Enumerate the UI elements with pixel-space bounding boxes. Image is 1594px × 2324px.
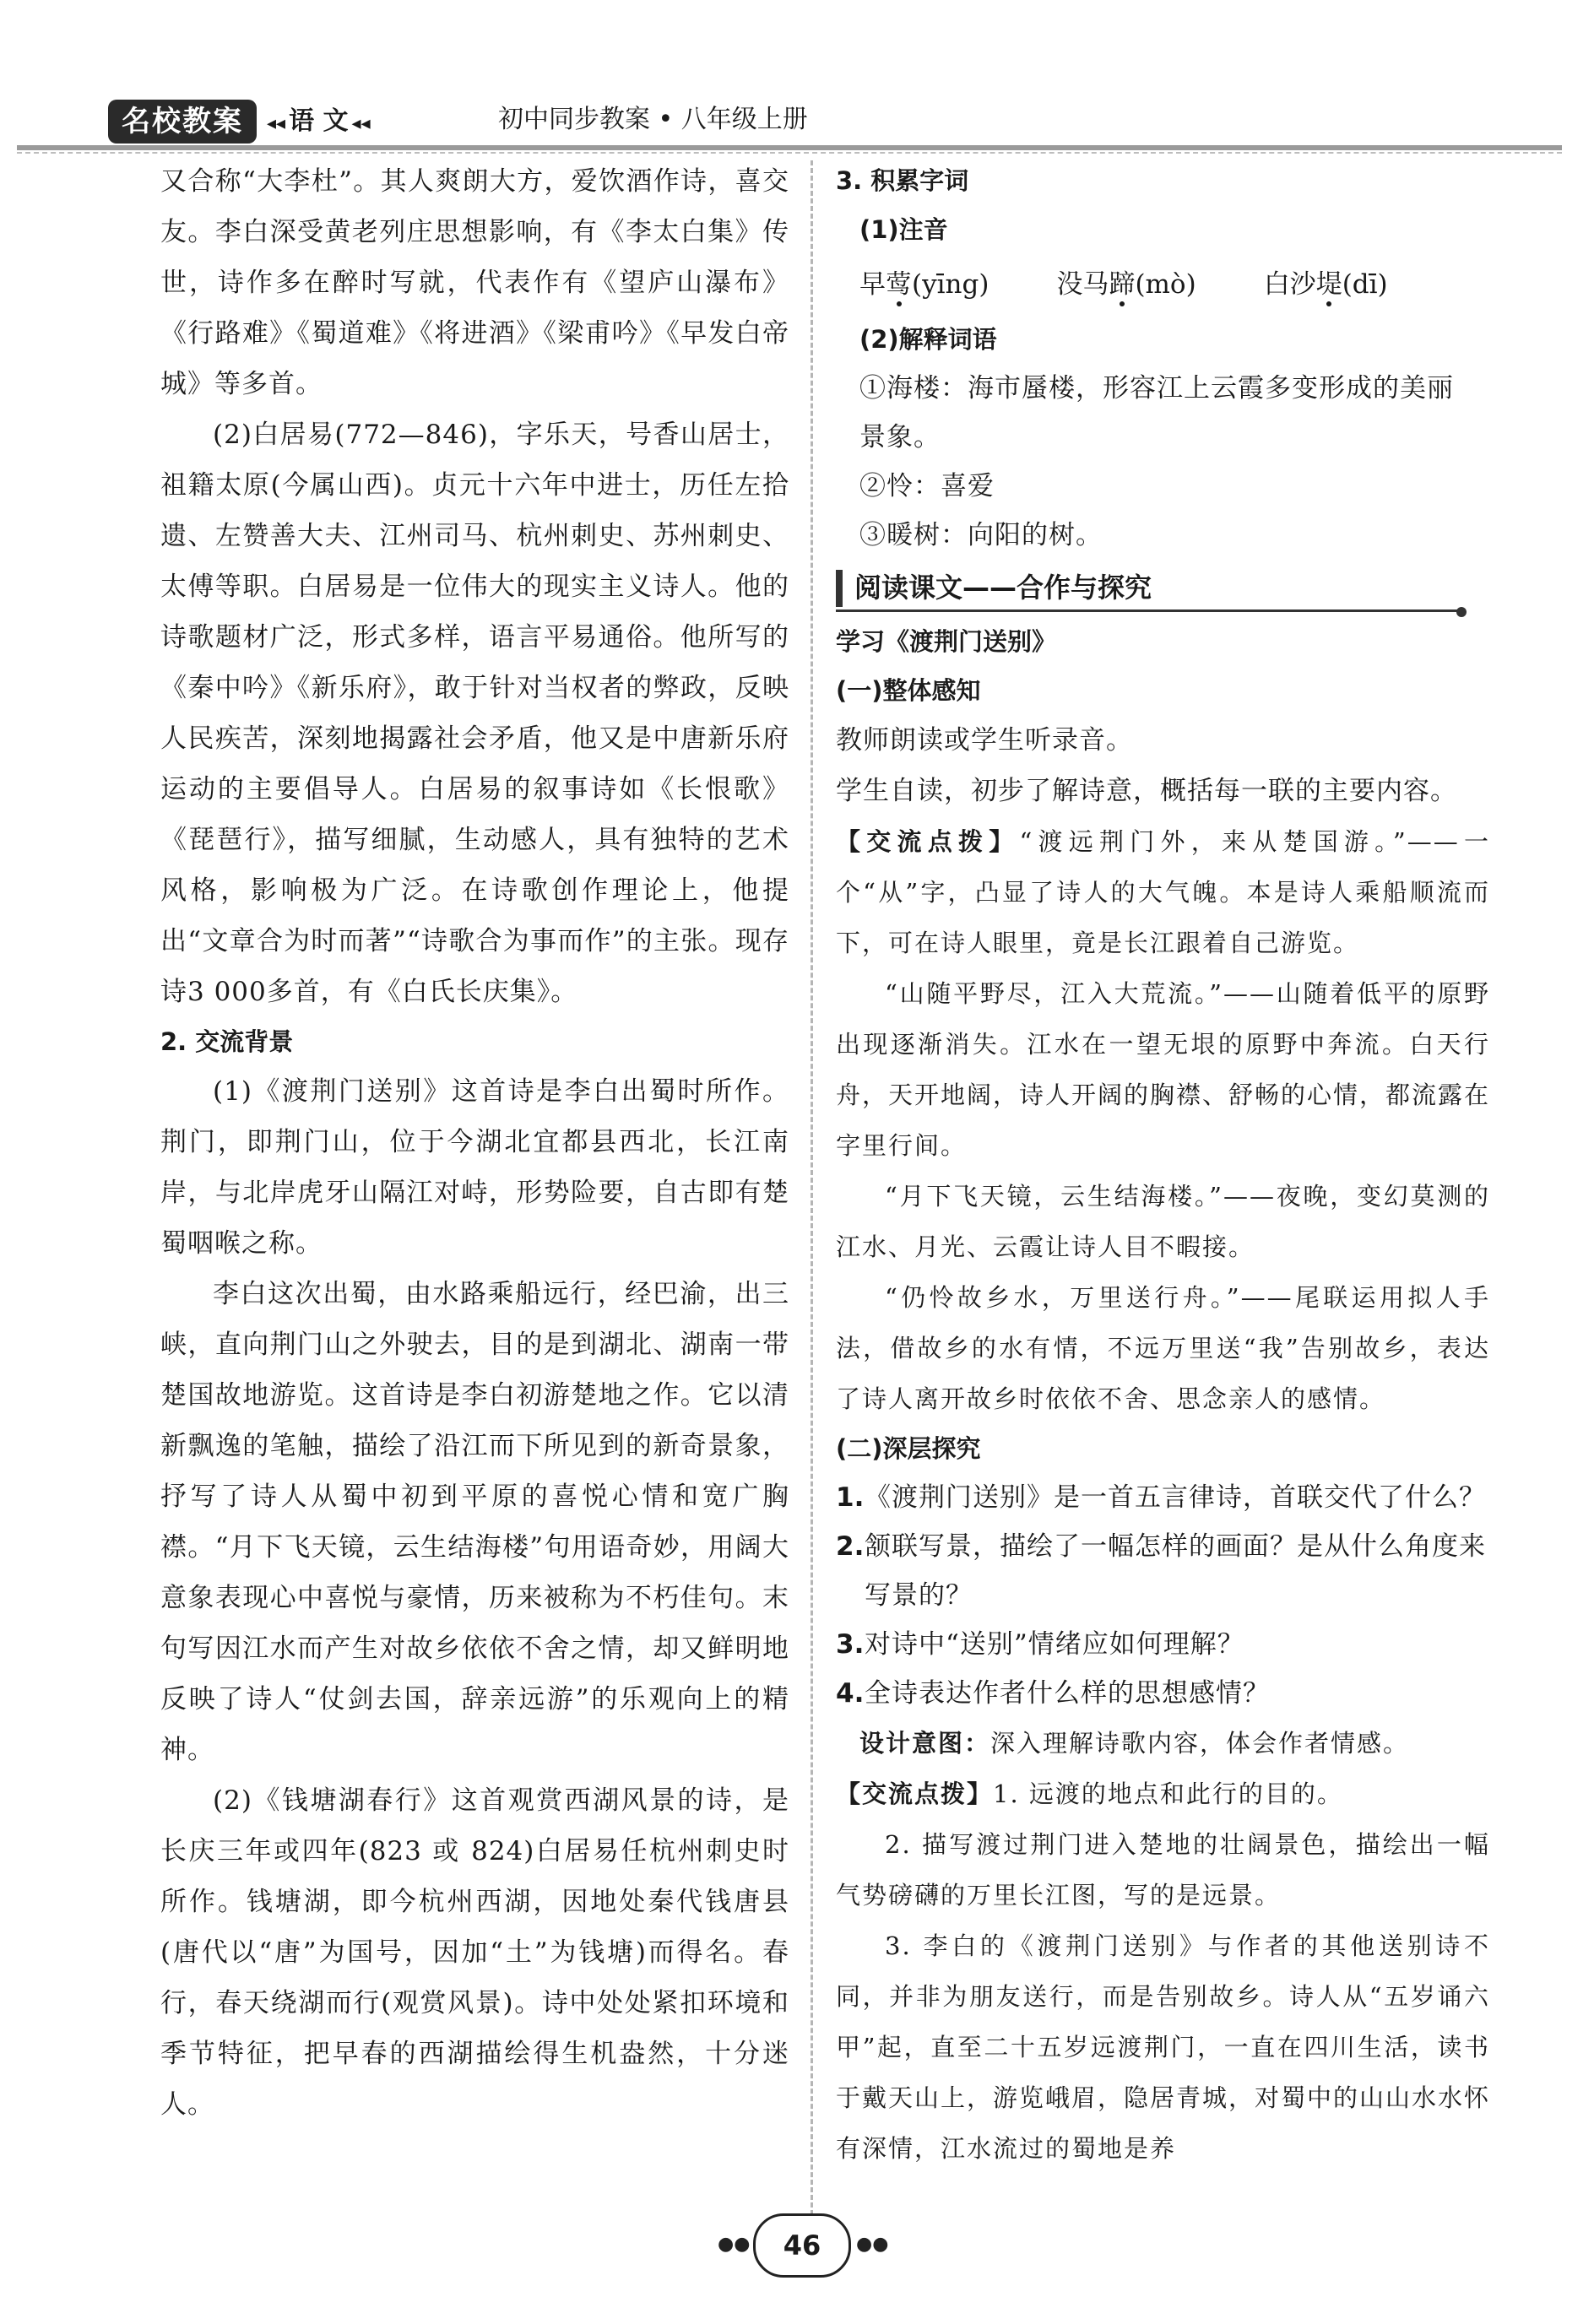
pronunciation-item: 早莺(yīng) [859, 269, 989, 300]
subject-text: 语 文 [289, 106, 349, 136]
brand-logo: 名校教案 [108, 100, 257, 144]
footer-dots-icon: ●● [856, 2234, 889, 2255]
answer-point: 3. 李白的《渡荆门送别》与作者的其他送别诗不同，并非为朋友送行，而是告别故乡。诗人从“五岁诵六甲”起，直至二十五岁远渡荆门，一直在四川生活，读书于戴天山上，游览峨眉，隐居青城，对蜀中的山山水水怀有深情，江水流过的蜀地是养 [836, 1931, 1491, 2163]
page-header [0, 0, 1594, 152]
answer-point: 2. 描写渡过荆门进入楚地的壮阔景色，描绘出一幅气势磅礴的万里长江图，写的是远景。 [836, 1830, 1490, 1910]
pronunciation-item: 没马蹄(mò) [1056, 269, 1196, 300]
banner-bar-icon [836, 570, 843, 607]
banner-rule [836, 609, 1461, 612]
definition-item: ③暖树：向阳的树。 [859, 520, 1103, 550]
right-column [836, 156, 1490, 2174]
arrow-right-icon: ◂◂ [351, 113, 371, 134]
section-heading-background: 2. 交流背景 [160, 1027, 294, 1056]
discussion-point: “仍怜故乡水，万里送行舟。”——尾联运用拟人手法，借故乡的水有情，不远万里送“我”告别故乡，表达了诗人离开故乡时依依不舍、思念亲人的感情。 [836, 1283, 1490, 1413]
study-title: 学习《渡荆门送别》 [836, 627, 1057, 656]
definition-item: ②怜：喜爱 [859, 471, 995, 501]
paragraph-jingmen-background: (1)《渡荆门送别》这首诗是李白出蜀时所作。荆门，即荆门山，位于今湖北宜都县西北，长江南岸，与北岸虎牙山隔江对峙，形势险要，自古即有楚蜀咽喉之称。 [160, 1076, 789, 1259]
design-intent: 设计意图：深入理解诗歌内容，体会作者情感。 [859, 1729, 1410, 1758]
discussion-point: “月下飞天镜，云生结海楼。”——夜晚，变幻莫测的江水、月光、云霞让诗人目不暇接。 [836, 1182, 1490, 1261]
emphasis-dot-char: 堤 [1315, 269, 1342, 300]
banner-dot-icon [1456, 607, 1467, 617]
column-divider [811, 160, 813, 2245]
page-footer [0, 2195, 1594, 2296]
instruction-line: 学生自读，初步了解诗意，概括每一联的主要内容。 [836, 776, 1457, 806]
answer-point: 【交流点拨】1. 远渡的地点和此行的目的。 [836, 1780, 1343, 1808]
emphasis-dot-char: 莺 [886, 269, 912, 300]
pronunciation-item: 白沙堤(dī) [1263, 269, 1388, 300]
subject-label [263, 103, 374, 140]
question-item: 3. 对诗中“送别”情绪应如何理解？ [836, 1629, 1244, 1660]
paragraph-li-bai-cont: 又合称“大李杜”。其人爽朗大方，爱饮酒作诗，喜交友。李白深受黄老列庄思想影响，有《李太白集》传世，诗作多在醉时写就，代表作有《望庐山瀑布》《行路难》《蜀道难》《将进酒》《梁甫吟》《早发白帝城》等多首。 [160, 166, 789, 399]
banner-title: 阅读课文——合作与探究 [854, 572, 1152, 604]
footer-dots-icon: ●● [718, 2234, 751, 2255]
pronunciation-list [859, 254, 1490, 315]
page-number: 46 [753, 2213, 851, 2278]
sub-heading-pronunciation: (1)注音 [859, 215, 948, 244]
question-item: 1. 《渡荆门送别》是一首五言律诗，首联交代了什么？ [836, 1482, 1486, 1513]
part-heading-overview: (一)整体感知 [836, 676, 981, 705]
part-heading-deep: (二)深层探究 [836, 1434, 981, 1463]
header-rule [17, 145, 1562, 150]
series-title: 初中同步教案 • 八年级上册 [498, 105, 808, 134]
paragraph-li-bai-journey: 李白这次出蜀，由水路乘船远行，经巴渝，出三峡，直向荆门山之外驶去，目的是到湖北、湖南一带楚国故地游览。这首诗是李白初游楚地之作。它以清新飘逸的笔触，描绘了沿江而下所见到的新奇景象，抒写了诗人从蜀中初到平原的喜悦心情和宽广胸襟。“月下飞天镜，云生结海楼”句用语奇妙，用阔大意象表现心中喜悦与豪情，历来被称为不朽佳句。末句写因江水而产生对故乡依依不舍之情，却又鲜明地反映了诗人“仗剑去国，辞亲远游”的乐观向上的精神。 [160, 1279, 789, 1765]
instruction-line: 教师朗读或学生听录音。 [836, 725, 1133, 756]
paragraph-qiantang-lake: (2)《钱塘湖春行》这首观赏西湖风景的诗，是长庆三年或四年(823 或 824)白居易任杭州刺史时所作。钱塘湖，即今杭州西湖，因地处秦代钱唐县(唐代以“唐”为国号，因加“土”为钱塘)而得名。春行，春天绕湖而行(观赏风景)。诗中处处紧扣环境和季节特征，把早春的西湖描绘得生机盎然，十分迷人。 [160, 1785, 789, 2120]
arrow-left-icon: ◂◂ [267, 113, 286, 134]
section-banner [836, 563, 1490, 612]
discussion-point: 【交流点拨】“渡远荆门外，来从楚国游。”——一个“从”字，凸显了诗人的大气魄。本是诗人乘船顺流而下，可在诗人眼里，竟是长江跟着自己游览。 [836, 827, 1490, 957]
left-column [160, 156, 789, 2130]
sub-heading-definitions: (2)解释词语 [859, 325, 997, 354]
question-item: 4. 全诗表达作者什么样的思想感情？ [836, 1678, 1270, 1709]
discussion-tag: 【交流点拨】 [836, 1780, 994, 1808]
section-heading-vocabulary: 3. 积累字词 [836, 166, 969, 195]
header-dashed-rule [17, 152, 1562, 154]
paragraph-bai-juyi: (2)白居易(772—846)，字乐天，号香山居士，祖籍太原(今属山西)。贞元十六年中进士，历任左拾遗、左赞善大夫、江州司马、杭州刺史、苏州刺史、太傅等职。白居易是一位伟大的现实主义诗人。他的诗歌题材广泛，形式多样，语言平易通俗。他所写的《秦中吟》《新乐府》，敢于针对当权者的弊政，反映人民疾苦，深刻地揭露社会矛盾，他又是中唐新乐府运动的主要倡导人。白居易的叙事诗如《长恨歌》《琵琶行》，描写细腻，生动感人，具有独特的艺术风格，影响极为广泛。在诗歌创作理论上，他提出“文章合为时而著”“诗歌合为事而作”的主张。现存诗3 000多首，有《白氏长庆集》。 [160, 420, 789, 1007]
discussion-tag: 【交流点拨】 [836, 827, 1020, 856]
question-item: 2. 颔联写景，描绘了一幅怎样的画面？是从什么角度来写景的？ [836, 1531, 1486, 1611]
emphasis-dot-char: 蹄 [1109, 269, 1136, 300]
definition-item-cont: 景象。 [859, 422, 941, 452]
definition-item: ①海楼：海市蜃楼，形容江上云霞多变形成的美丽 [859, 373, 1454, 404]
discussion-point: “山随平野尽，江入大荒流。”——山随着低平的原野出现逐渐消失。江水在一望无垠的原野中奔流。白天行舟，天开地阔，诗人开阔的胸襟、舒畅的心情，都流露在字里行间。 [836, 979, 1491, 1160]
